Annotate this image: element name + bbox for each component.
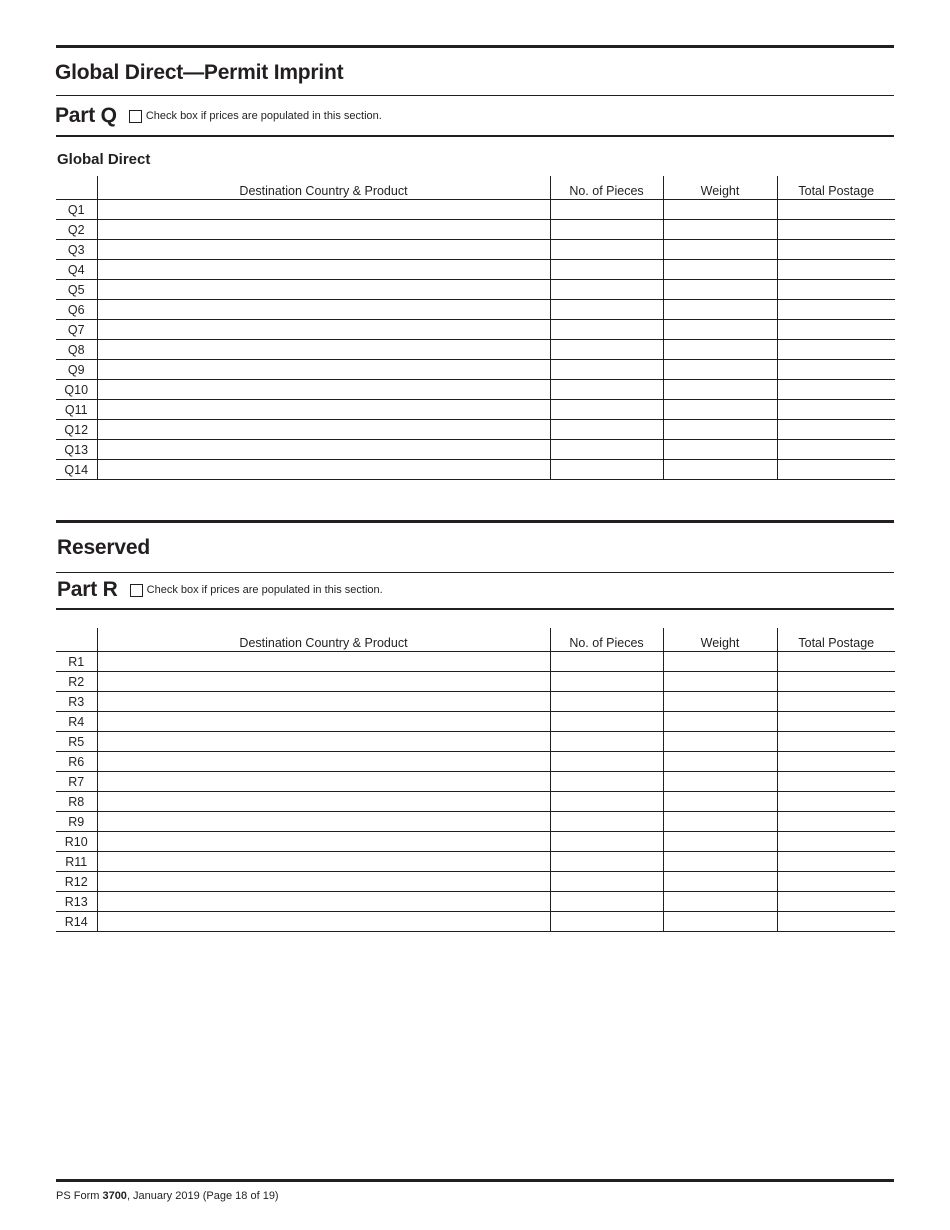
table-row: [56, 320, 895, 340]
destination-cell[interactable]: [97, 872, 550, 892]
postage-cell[interactable]: [777, 732, 895, 752]
row-label: Q6: [56, 300, 97, 320]
pieces-cell[interactable]: [550, 672, 663, 692]
postage-cell[interactable]: [777, 692, 895, 712]
weight-cell[interactable]: [663, 260, 777, 280]
row-label: Q14: [56, 460, 97, 480]
table-row: [56, 912, 895, 932]
destination-cell[interactable]: [97, 300, 550, 320]
postage-cell[interactable]: [777, 672, 895, 692]
pieces-cell[interactable]: [550, 260, 663, 280]
weight-cell[interactable]: [663, 440, 777, 460]
row-label: Q8: [56, 340, 97, 360]
weight-cell[interactable]: [663, 912, 777, 932]
pieces-cell[interactable]: [550, 220, 663, 240]
part-q-table: [56, 176, 895, 480]
part-q-check-note: Check box if prices are populated in this section.: [145, 110, 382, 122]
postage-cell[interactable]: [777, 792, 895, 812]
pieces-cell[interactable]: [550, 652, 663, 672]
destination-cell[interactable]: [97, 280, 550, 300]
postage-cell[interactable]: [777, 400, 895, 420]
row-label: Q11: [56, 400, 97, 420]
table-row: [56, 360, 895, 380]
footer-prefix: PS Form: [56, 1190, 103, 1202]
reserved-rule: [56, 520, 894, 523]
table-row: [56, 832, 895, 852]
part-q-header: [55, 104, 382, 128]
pieces-cell[interactable]: [550, 320, 663, 340]
destination-cell[interactable]: [97, 652, 550, 672]
postage-cell[interactable]: [777, 892, 895, 912]
weight-cell[interactable]: [663, 460, 777, 480]
pieces-cell[interactable]: [550, 200, 663, 220]
table-row: [56, 400, 895, 420]
pieces-cell[interactable]: [550, 340, 663, 360]
destination-cell[interactable]: [97, 812, 550, 832]
postage-cell[interactable]: [777, 240, 895, 260]
postage-cell[interactable]: [777, 340, 895, 360]
column-header-weight: Weight: [663, 628, 777, 652]
postage-cell[interactable]: [777, 912, 895, 932]
pieces-cell[interactable]: [550, 280, 663, 300]
table-row: [56, 692, 895, 712]
pieces-cell[interactable]: [550, 460, 663, 480]
row-label-header: [56, 176, 97, 200]
destination-cell[interactable]: [97, 832, 550, 852]
destination-cell[interactable]: [97, 460, 550, 480]
pieces-cell[interactable]: [550, 812, 663, 832]
weight-cell[interactable]: [663, 832, 777, 852]
postage-cell[interactable]: [777, 752, 895, 772]
weight-cell[interactable]: [663, 712, 777, 732]
weight-cell[interactable]: [663, 852, 777, 872]
table-row: [56, 652, 895, 672]
top-rule: [56, 45, 894, 48]
pieces-cell[interactable]: [550, 400, 663, 420]
weight-cell[interactable]: [663, 340, 777, 360]
column-header-destination: Destination Country & Product: [97, 628, 550, 652]
section-r-divider: [56, 572, 894, 573]
table-row: [56, 200, 895, 220]
destination-cell[interactable]: [97, 792, 550, 812]
row-label: R4: [56, 712, 97, 732]
row-label: R12: [56, 872, 97, 892]
part-q-label: Part Q: [55, 104, 117, 127]
part-r-header: [57, 578, 383, 602]
column-header-pieces: No. of Pieces: [550, 176, 663, 200]
postage-cell[interactable]: [777, 832, 895, 852]
table-row: [56, 852, 895, 872]
footer-suffix: , January 2019 (Page 18 of 19): [126, 1190, 279, 1202]
weight-cell[interactable]: [663, 300, 777, 320]
weight-cell[interactable]: [663, 220, 777, 240]
postage-cell[interactable]: [777, 380, 895, 400]
postage-cell[interactable]: [777, 460, 895, 480]
postage-cell[interactable]: [777, 420, 895, 440]
row-label: R9: [56, 812, 97, 832]
table-row: [56, 380, 895, 400]
pieces-cell[interactable]: [550, 912, 663, 932]
column-header-pieces: No. of Pieces: [550, 628, 663, 652]
part-r-check-note: Check box if prices are populated in this section.: [146, 584, 383, 596]
weight-cell[interactable]: [663, 672, 777, 692]
global-direct-subtitle: Global Direct: [57, 151, 151, 168]
part-q-rule: [56, 135, 894, 137]
destination-cell[interactable]: [97, 712, 550, 732]
postage-cell[interactable]: [777, 280, 895, 300]
part-q-checkbox[interactable]: [129, 110, 142, 123]
pieces-cell[interactable]: [550, 732, 663, 752]
weight-cell[interactable]: [663, 792, 777, 812]
row-label: Q2: [56, 220, 97, 240]
row-label: Q5: [56, 280, 97, 300]
pieces-cell[interactable]: [550, 240, 663, 260]
table-header-row: [56, 176, 895, 200]
row-label: Q12: [56, 420, 97, 440]
postage-cell[interactable]: [777, 320, 895, 340]
part-r-checkbox[interactable]: [130, 584, 143, 597]
table-row: [56, 892, 895, 912]
pieces-cell[interactable]: [550, 772, 663, 792]
table-row: [56, 792, 895, 812]
weight-cell[interactable]: [663, 732, 777, 752]
row-label: Q3: [56, 240, 97, 260]
row-label: R5: [56, 732, 97, 752]
destination-cell[interactable]: [97, 672, 550, 692]
pieces-cell[interactable]: [550, 832, 663, 852]
postage-cell[interactable]: [777, 712, 895, 732]
destination-cell[interactable]: [97, 912, 550, 932]
postage-cell[interactable]: [777, 440, 895, 460]
destination-cell[interactable]: [97, 420, 550, 440]
row-label: R3: [56, 692, 97, 712]
section-q-divider: [56, 95, 894, 96]
weight-cell[interactable]: [663, 200, 777, 220]
postage-cell[interactable]: [777, 872, 895, 892]
row-label: R13: [56, 892, 97, 912]
weight-cell[interactable]: [663, 280, 777, 300]
footer-rule: [56, 1179, 894, 1182]
row-label: R8: [56, 792, 97, 812]
pieces-cell[interactable]: [550, 872, 663, 892]
row-label: Q13: [56, 440, 97, 460]
table-row: [56, 220, 895, 240]
row-label: R1: [56, 652, 97, 672]
weight-cell[interactable]: [663, 772, 777, 792]
weight-cell[interactable]: [663, 812, 777, 832]
postage-cell[interactable]: [777, 812, 895, 832]
pieces-cell[interactable]: [550, 380, 663, 400]
pieces-cell[interactable]: [550, 440, 663, 460]
destination-cell[interactable]: [97, 892, 550, 912]
pieces-cell[interactable]: [550, 792, 663, 812]
postage-cell[interactable]: [777, 360, 895, 380]
table-row: [56, 672, 895, 692]
part-r-table: [56, 628, 895, 932]
footer-form-number: 3700: [102, 1190, 127, 1202]
destination-cell[interactable]: [97, 400, 550, 420]
row-label: Q7: [56, 320, 97, 340]
pieces-cell[interactable]: [550, 712, 663, 732]
table-header-row: [56, 628, 895, 652]
section-q-title: Global Direct—Permit Imprint: [55, 61, 344, 84]
pieces-cell[interactable]: [550, 360, 663, 380]
part-r-label: Part R: [57, 578, 118, 601]
row-label: R7: [56, 772, 97, 792]
row-label: Q4: [56, 260, 97, 280]
column-header-destination: Destination Country & Product: [97, 176, 550, 200]
table-row: [56, 260, 895, 280]
table-row: [56, 752, 895, 772]
table-row: [56, 240, 895, 260]
weight-cell[interactable]: [663, 892, 777, 912]
weight-cell[interactable]: [663, 752, 777, 772]
destination-cell[interactable]: [97, 340, 550, 360]
column-header-postage: Total Postage: [777, 628, 895, 652]
destination-cell[interactable]: [97, 360, 550, 380]
destination-cell[interactable]: [97, 320, 550, 340]
postage-cell[interactable]: [777, 300, 895, 320]
destination-cell[interactable]: [97, 200, 550, 220]
column-header-postage: Total Postage: [777, 176, 895, 200]
form-footer: [56, 1190, 279, 1202]
pieces-cell[interactable]: [550, 420, 663, 440]
pieces-cell[interactable]: [550, 692, 663, 712]
column-header-weight: Weight: [663, 176, 777, 200]
table-row: [56, 420, 895, 440]
part-r-rule: [56, 608, 894, 610]
destination-cell[interactable]: [97, 220, 550, 240]
destination-cell[interactable]: [97, 772, 550, 792]
weight-cell[interactable]: [663, 652, 777, 672]
weight-cell[interactable]: [663, 240, 777, 260]
weight-cell[interactable]: [663, 692, 777, 712]
destination-cell[interactable]: [97, 260, 550, 280]
postage-cell[interactable]: [777, 852, 895, 872]
pieces-cell[interactable]: [550, 752, 663, 772]
pieces-cell[interactable]: [550, 300, 663, 320]
destination-cell[interactable]: [97, 380, 550, 400]
row-label: R11: [56, 852, 97, 872]
row-label: Q10: [56, 380, 97, 400]
row-label: Q1: [56, 200, 97, 220]
weight-cell[interactable]: [663, 360, 777, 380]
row-label: Q9: [56, 360, 97, 380]
table-row: [56, 300, 895, 320]
row-label-header: [56, 628, 97, 652]
postage-cell[interactable]: [777, 772, 895, 792]
weight-cell[interactable]: [663, 420, 777, 440]
table-row: [56, 712, 895, 732]
row-label: R10: [56, 832, 97, 852]
postage-cell[interactable]: [777, 652, 895, 672]
row-label: R14: [56, 912, 97, 932]
destination-cell[interactable]: [97, 240, 550, 260]
destination-cell[interactable]: [97, 440, 550, 460]
postage-cell[interactable]: [777, 200, 895, 220]
table-row: [56, 340, 895, 360]
postage-cell[interactable]: [777, 260, 895, 280]
table-row: [56, 280, 895, 300]
destination-cell[interactable]: [97, 732, 550, 752]
weight-cell[interactable]: [663, 872, 777, 892]
pieces-cell[interactable]: [550, 852, 663, 872]
destination-cell[interactable]: [97, 852, 550, 872]
weight-cell[interactable]: [663, 380, 777, 400]
pieces-cell[interactable]: [550, 892, 663, 912]
table-row: [56, 440, 895, 460]
table-row: [56, 732, 895, 752]
weight-cell[interactable]: [663, 320, 777, 340]
destination-cell[interactable]: [97, 692, 550, 712]
table-row: [56, 812, 895, 832]
table-row: [56, 872, 895, 892]
row-label: R6: [56, 752, 97, 772]
table-row: [56, 460, 895, 480]
weight-cell[interactable]: [663, 400, 777, 420]
postage-cell[interactable]: [777, 220, 895, 240]
section-r-title: Reserved: [57, 536, 150, 559]
table-row: [56, 772, 895, 792]
destination-cell[interactable]: [97, 752, 550, 772]
row-label: R2: [56, 672, 97, 692]
